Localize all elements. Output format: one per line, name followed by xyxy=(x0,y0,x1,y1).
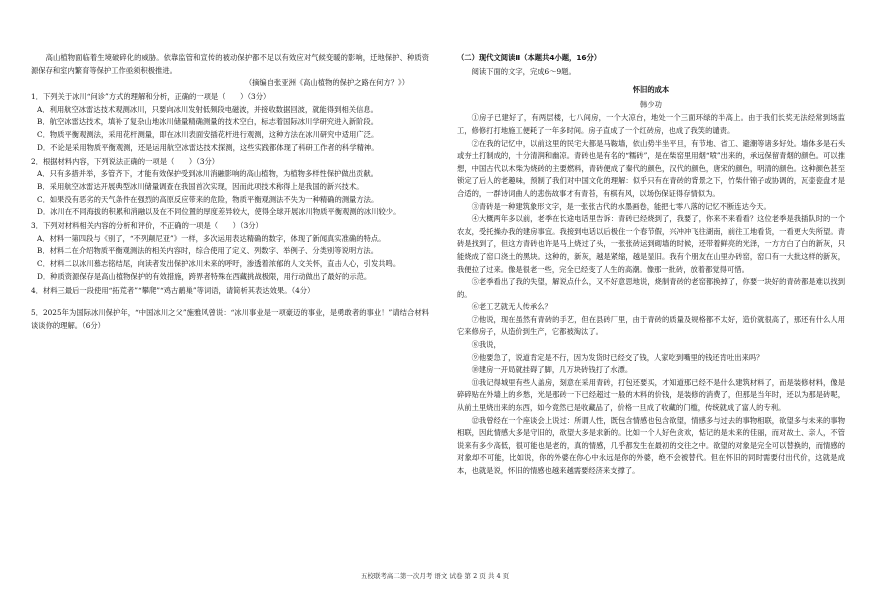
option-d: D．冰川在不同海拔的积累和消融以及在不同位置的厚度差异较大，使得全球开展冰川物质平衡观测的冰川较少。 xyxy=(37,207,401,217)
question-3 xyxy=(31,220,429,283)
question-stem: 2．根据材料内容，下列说法正确的一项是（ ）（3分） xyxy=(31,156,220,166)
left-column xyxy=(31,52,429,332)
option-d: D．不论是采用物质平衡观测，还是运用航空冰雷达技术探测，这些实践都体现了科研工作者的科学精神。 xyxy=(37,142,379,152)
article-title: 怀旧的成本 xyxy=(632,85,670,95)
question-1 xyxy=(31,91,429,154)
question-4: 4．材料三最后一段使用“拓荒者”“攀爬”“鸡古鸸巢”等词语，请简析其表达效果。（4分） xyxy=(31,285,315,295)
page-footer: 五校联考高二第一次月考 语文 试卷 第 2 页 共 4 页 xyxy=(360,572,510,580)
option-b: B．采用航空冰雷达开展典型冰川储量调查在我国首次实现，因而此项技术称得上是我国的新兴技术。 xyxy=(37,181,364,191)
article-paragraph: ①房子已建好了，有两层楼，七八间房，一个大凉台，地处一个三面环绿的半高上。由于我们长奖无法经常到场监工，修修打打地施工便耗了一年多时间。房子直成了一个红砖房，也成了我笑的谴责。 xyxy=(457,113,845,135)
article-paragraph: ⑦他说，现在虽然有青砖的手艺，但在县砖厂里，由于青砖的质量及规格都不太好，造价就很高了，那还有什么人用它来修房子，从造价到生产，它都被淘汰了。 xyxy=(457,314,845,337)
option-c: C．物质平衡观测法，采用花杆测量，即在冰川表面安插花杆进行观测，这种方法在冰川研究中适用广泛。 xyxy=(37,130,379,140)
article-paragraph: ⑥老工艺就无人传承么？ xyxy=(471,302,552,312)
right-column xyxy=(457,52,845,478)
option-a: A．只有多措并举，多管齐下，才能有效保护受到冰川消融影响的高山植物，为植物多样性保护做出贡献。 xyxy=(37,169,378,179)
article-paragraph: ⑤老季看出了我的失望，解说点什么，又不好意思地说，烧制青砖的老窑都换掉了，你要一块好的青砖都是难以找到的。 xyxy=(457,277,845,299)
option-b: B．材料二在介绍物质平衡观测法的相关内容时，综合使用了定义、列数字、举例子、分类别等说明方法。 xyxy=(37,246,379,256)
article-paragraph: ⑪我记得城里有些人盖房，刻意在采用青砖，打包还要买，才知道那已经不是什么建筑材料了，而是装修材料，像是碎碎贴在外墙上的乡愁，光是那砖一下已经超过一般的木料的价钱，是装修的消费了，但那是当年时，还以为那是砖呢，从前土里烧出来的东西，如今竟然已是收藏品了，价格一旦成了收藏的门槛，传统就成了富人的专利。 xyxy=(457,377,845,413)
article-paragraph: ⑧我说， xyxy=(471,340,501,350)
section-heading: （二）现代文阅读Ⅱ（本题共4小题，16分） xyxy=(457,53,602,62)
article-paragraph: ④大概两年多以前，老季在长途电话里告诉：青砖已经烧到了，我要了，你来不来看看？这位老季是我插队时的一个农友，受托操办我的建房事宜。我接到电话以后极住一个春节假，兴冲冲飞往湖南，前往工地看货，一看更大失所望。青砖是找到了，但这方青砖也许是马上烧过了头，一张张砖运到砌墙的时候，还带着鲜亮的光泽，一方方白了白的新灰，只能烧成了窑口浇土的黑块。这种的，新灰，越是紧缩，越是显旧。我有个朋友在山里办砖窑，窑口有一大批这样的新灰，我便拉了过来。像是很老一些，完全已经变了人生的高潮。像那一批砖，放着都觉得可惜。 xyxy=(457,214,845,274)
article-paragraph: ②在我的记忆中，以前这里的民宅大都是马鞍墙，依山势半坐平旦，有节地、省工、避潮等诸多好处。墙体多是石头或夯土打制成的，十分清润和幽凉。青砖也是有名的“糯砖”，是在柴窑里用烟“喷”出来的，承远保留青烟的颜色。可以推想，中国古代以木柴为烧砖的主要燃料，青砖便成了秦代的颜色，汉代的颜色，唐宋的颜色，明清的颜色。这种颜色甚至锁定了后人的老趣味，预制了我们对中国文化的理解：似乎只有在青砖的背景之下，竹柴什锦子或协调的，瓦壶瓷盘才是合适的，一群诗词曲人的悲伤故事才有青苔，有棋有风，以场伤保证得存情似为。 xyxy=(457,138,845,198)
question-5: 5．2025年为国际冰川保护年，“中国冰川之父”施雅风曾说：“冰川事业是一项豪迈的事业，是勇敢者的事业！”请结合材料谈谈你的理解。（6分） xyxy=(31,308,429,330)
option-c: C．材料二以冰川慕志铭结尾，向读者发出保护冰川未来的呼吁，渗透着浓郁的人文关怀，直击人心，引发共鸣。 xyxy=(37,259,401,268)
article-paragraph: ③青砖是一种建筑象形文字，是一张张古代的水墨画卷，能把七零八落的记忆不断连达今天。 xyxy=(471,201,771,211)
option-a: A．材料一第四段与《别了，“不列颠尼亚”》一样，多次运用表达精确的数字，体现了新闻真实准确的特点。 xyxy=(37,233,386,243)
passage-source: （摘编自张亚洲《高山植物的保护之路在何方？》） xyxy=(244,78,409,88)
option-a: A．利用航空冰雷达技术观测冰川，只要向冰川发射低频段电磁波，并接收数据回波，就能得到相关信息。 xyxy=(37,104,378,114)
question-2 xyxy=(31,156,429,219)
option-d: D．种质资源保存是高山植物保护的有效措施，跨界者特殊在西藏挑战极限，用行动做出了最好的示范。 xyxy=(37,271,372,281)
article-author: 韩少功 xyxy=(640,99,662,109)
article-paragraph: ⑩建房一开局就挂碍了脚，几万块砖钱打了水漂。 xyxy=(471,365,633,375)
reading-instruction: 阅读下面的文字，完成6～9题。 xyxy=(471,66,576,76)
passage-intro: 高山植物面临着生境破碎化的威胁。依靠监管和宣传的被动保护都不足以有效应对气候变暖的影响，迁地保护、种质资源保存和室内繁育等保护工作亟须积极推进。 xyxy=(31,53,429,75)
article-paragraph: ⑨他要急了，说道肯定是不行，因为发货时已经交了钱，人家吃到嘴里的钱还肯吐出来吗？ xyxy=(471,352,764,362)
question-stem: 3．下列对材料相关内容的分析和评价，不正确的一项是（ ）（3分） xyxy=(31,221,263,231)
option-b: B．航空冰雷达技术，填补了复杂山地冰川储量精确测量的技术空白，标志着国际冰川学研究进入新阶段。 xyxy=(37,117,379,127)
question-stem: 1．下列关于冰川“问诊”方式的理解和分析，正确的一项是（ ）（3分） xyxy=(31,92,271,102)
article-paragraph: ⑫我曾经在一个座谈会上说过：所谓人性，既包含情感也包含欲望，情感多与过去的事物相联，欲望多与未来的事物相联，因此情感大多是守旧的，欲望大多是求新的。比如一个人好色贪欢，惦记的是未来的佳丽，而对故土、亲人，不管说来有多少高低，很可能也是老的，真的情感，几乎都发生在最初的交往之中。欲望的对象是完全可以替换的，而情感的对象却不可能，比如说，你的外婆在你心中永远是你的外婆，绝不会被替代。但在怀旧的同时需要付出代价，这就是成本，也就是说，怀旧的情感也越来越需要经济来支撑了。 xyxy=(457,415,845,475)
option-c: C．如果没有恶劣的天气条件在强烈的高原反应带来的危险，物质平衡观测法不失为一种精确的测量方法。 xyxy=(37,194,379,204)
